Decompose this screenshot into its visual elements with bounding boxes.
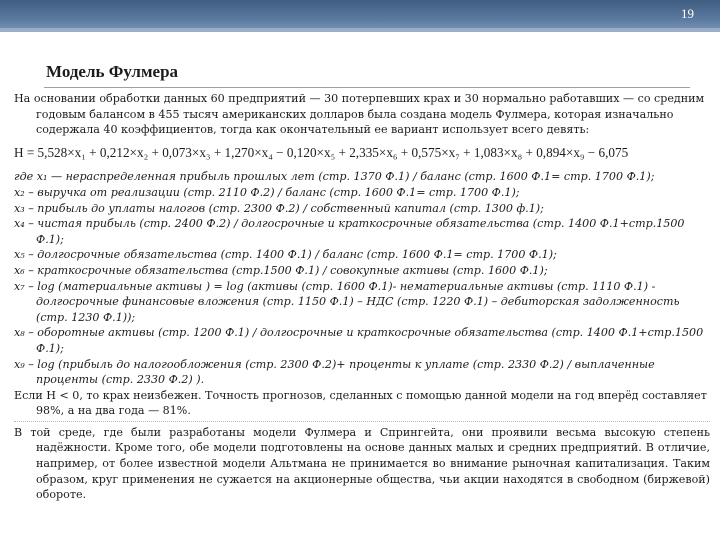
section-separator [14,421,710,422]
final-paragraph: В той среде, где были разработаны модели Фулмера и Спрингейта, они проявили весьма высокую степень надёжности. Кроме того, обе модели подготовлены на основе данных малых и средних предприятий. В отличие, например, от более известной модели Альтмана не принимается во внимание рыночная капитализация. Таким образом, круг применения не сужается на акционерные общества, чьи акции находятся в свободном (биржевой) обороте. [14,425,710,502]
title-divider [44,87,690,88]
definition-x9: x₉ – log (прибыль до налогообложения (стр. 2300 Ф.2)+ проценты к уплате (стр. 2330 Ф.2) / выплаченные проценты (стр. 2330 Ф.2) ). [14,357,655,387]
definition-x5: x₅ – долгосрочные обязательства (стр. 1400 Ф.1) / баланс (стр. 1600 Ф.1= стр. 1700 Ф.1); [14,248,557,262]
intro-paragraph: На основании обработки данных 60 предприятий — 30 потерпевших крах и 30 нормально работавших — со средним годовым балансом в 455 тысяч американских долларов была создана модель Фулмера, которая изначально содержала 40 коэффициентов, тогда как окончательный ее вариант использует всего девять: [14,92,705,137]
conclusion-paragraph: Если H < 0, то крах неизбежен. Точность прогнозов, сделанных с помощью данной модели на год вперёд составляет 98%, а на два года — 81%. [14,388,707,418]
definition-x3: x₃ – прибыль до уплаты налогов (стр. 2300 Ф.2) / собственный капитал (стр. 1300 ф.1); [14,201,544,215]
slide-content [14,91,710,503]
page-number: 19 [681,6,694,21]
definition-x8: x₈ – оборотные активы (стр. 1200 Ф.1) / долгосрочные и краткосрочные обязательства (стр. 1400 Ф.1+стр.1500 Ф.1); [14,326,704,355]
variable-definitions [14,169,710,387]
definition-x7: x₇ – log (материальные активы ) = log (активы (стр. 1600 Ф.1)- нематериальные активы (стр. 1110 Ф.1) - долгосрочные финансовые вложения (стр. 1150 Ф.1) – НДС (стр. 1220 Ф.1) – дебиторская задолженность (стр. 1230 Ф.1)); [14,279,680,324]
definition-x4: x₄ – чистая прибыль (стр. 2400 Ф.2) / долгосрочные и краткосрочные обязательства (стр. 1400 Ф.1+стр.1500 Ф.1); [14,217,685,246]
definition-x2: x₂ – выручка от реализации (стр. 2110 Ф.2) / баланс (стр. 1600 Ф.1= стр. 1700 Ф.1); [14,185,520,199]
definition-x6: x₆ – краткосрочные обязательства (стр.1500 Ф.1) / совокупные активы (стр. 1600 Ф.1); [14,263,548,277]
fulmer-formula: H = 5,528×x₁ + 0,212×x₂ + 0,073×x₃ + 1,270×x₄ − 0,120×x₅ + 2,335×x₆ + 0,575×x₇ + 1,083×x₈ + 0,894×x₉ − 6,075 [14,144,629,160]
definition-x1: где x₁ — нераспределенная прибыль прошлых лет (стр. 1370 Ф.1) / баланс (стр. 1600 Ф.1= стр. 1700 Ф.1); [14,170,655,184]
slide-title: Модель Фулмера [46,62,179,81]
header-stripe [0,28,720,32]
slide-header-bar [0,0,720,32]
